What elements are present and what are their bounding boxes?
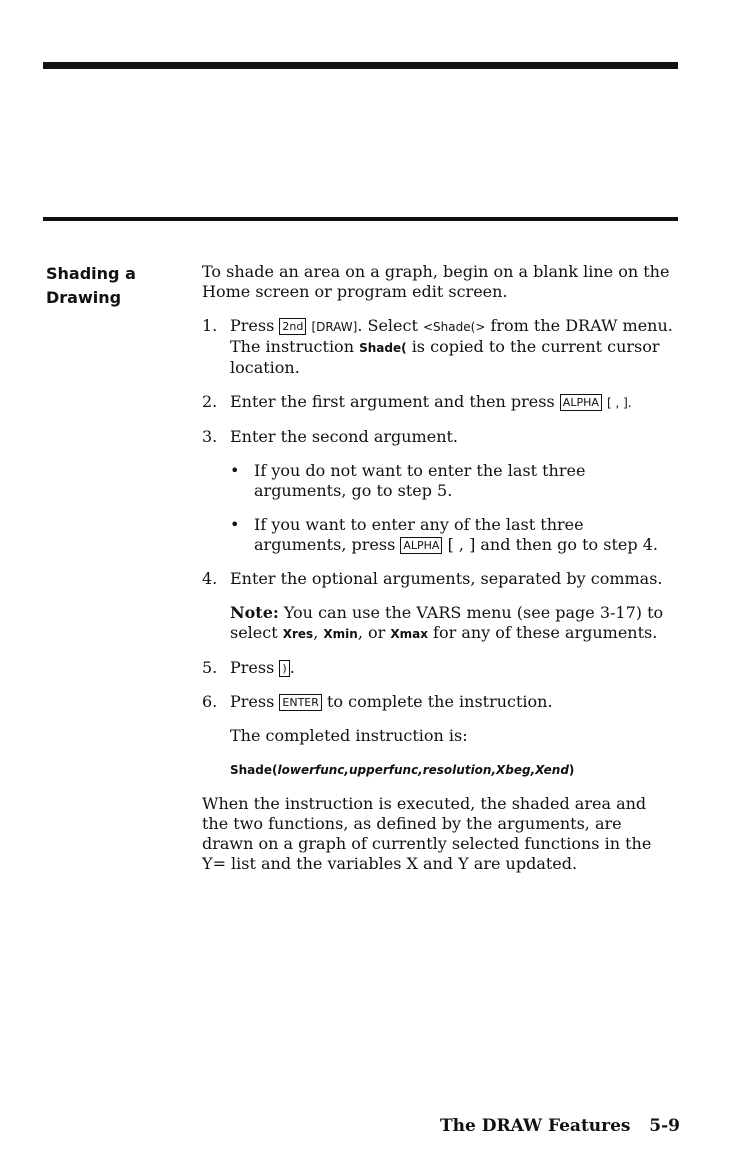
key-alpha-icon: ALPHA [560,394,602,411]
note-text: You can use the VARS menu (see page 3-17) to select [230,603,664,642]
key-2nd-icon: 2nd [279,318,306,335]
syntax-command: Shade( [230,763,278,777]
bullet-text: [ , ] and then go to step 4. [447,535,658,554]
bullet-skip [202,461,674,501]
step-text: is copied to the current cursor location. [230,337,660,377]
step-6 [202,692,674,712]
top-rule [43,62,678,69]
step-text: to complete the instruction. [327,692,553,711]
comma-key-label: [ , ]. [606,396,632,410]
bullet-text: If you want to enter any of the last three arguments, press [254,515,584,554]
step-text: Press [230,658,275,677]
note-label: Note: [230,603,279,622]
step-5 [202,658,674,678]
key-close-paren-icon: ) [279,660,289,677]
syntax-line [202,760,674,780]
note [202,603,674,644]
draw-key-label: [DRAW] [311,320,358,334]
step-text: Enter the optional arguments, separated by commas. [230,569,663,588]
closing-paragraph: When the instruction is executed, the shaded area and the two functions, as defined by the arguments, are drawn on a graph of currently selected functions in the Y= list and the variables X and Y are updated. [202,794,652,873]
step-number: 4. [202,569,218,588]
menu-item-shade: <Shade(> [423,320,486,334]
note-text: , [313,623,319,642]
section-heading: Shading a Drawing [46,264,136,307]
bullet-icon: • [230,461,240,480]
step-text: Enter the first argument and then press [230,392,555,411]
page-number: 5-9 [649,1116,680,1136]
intro-paragraph: To shade an area on a graph, begin on a blank line on the Home screen or program edit screen. [202,262,670,301]
step-2 [202,392,674,413]
section-rule [43,217,678,221]
key-enter-icon: ENTER [279,694,322,711]
step-text: Press [230,692,275,711]
key-alpha-icon: ALPHA [400,537,442,554]
completed-label: The completed instruction is: [230,726,468,745]
step-1 [202,316,674,378]
page-footer [440,1116,680,1136]
syntax-arguments: lowerfunc,upperfunc,resolution,Xbeg,Xend [277,763,569,777]
main-content [202,262,674,888]
step-text: . Select [357,316,418,335]
step-text: Press [230,316,275,335]
shade-command: Shade( [359,341,407,355]
bullet-icon: • [230,515,240,534]
footer-title: The DRAW Features [440,1116,631,1136]
step-number: 5. [202,658,218,677]
step-text: . [289,658,295,677]
var-xmin: Xmin [323,627,358,641]
step-number: 2. [202,392,218,411]
step-4 [202,569,674,589]
step-number: 3. [202,427,218,446]
syntax-close: ) [568,763,575,777]
step-text: Enter the second argument. [230,427,459,446]
step-text: from the DRAW menu. The instruction [230,316,673,356]
step-number: 6. [202,692,218,711]
note-text: for any of these arguments. [433,623,658,642]
bullet-enter [202,515,674,555]
var-xres: Xres [282,627,314,641]
bullet-text: If you do not want to enter the last three arguments, go to step 5. [254,461,586,500]
note-text: , or [357,623,386,642]
var-xmax: Xmax [390,627,428,641]
step-3 [202,427,674,447]
step-number: 1. [202,316,218,335]
